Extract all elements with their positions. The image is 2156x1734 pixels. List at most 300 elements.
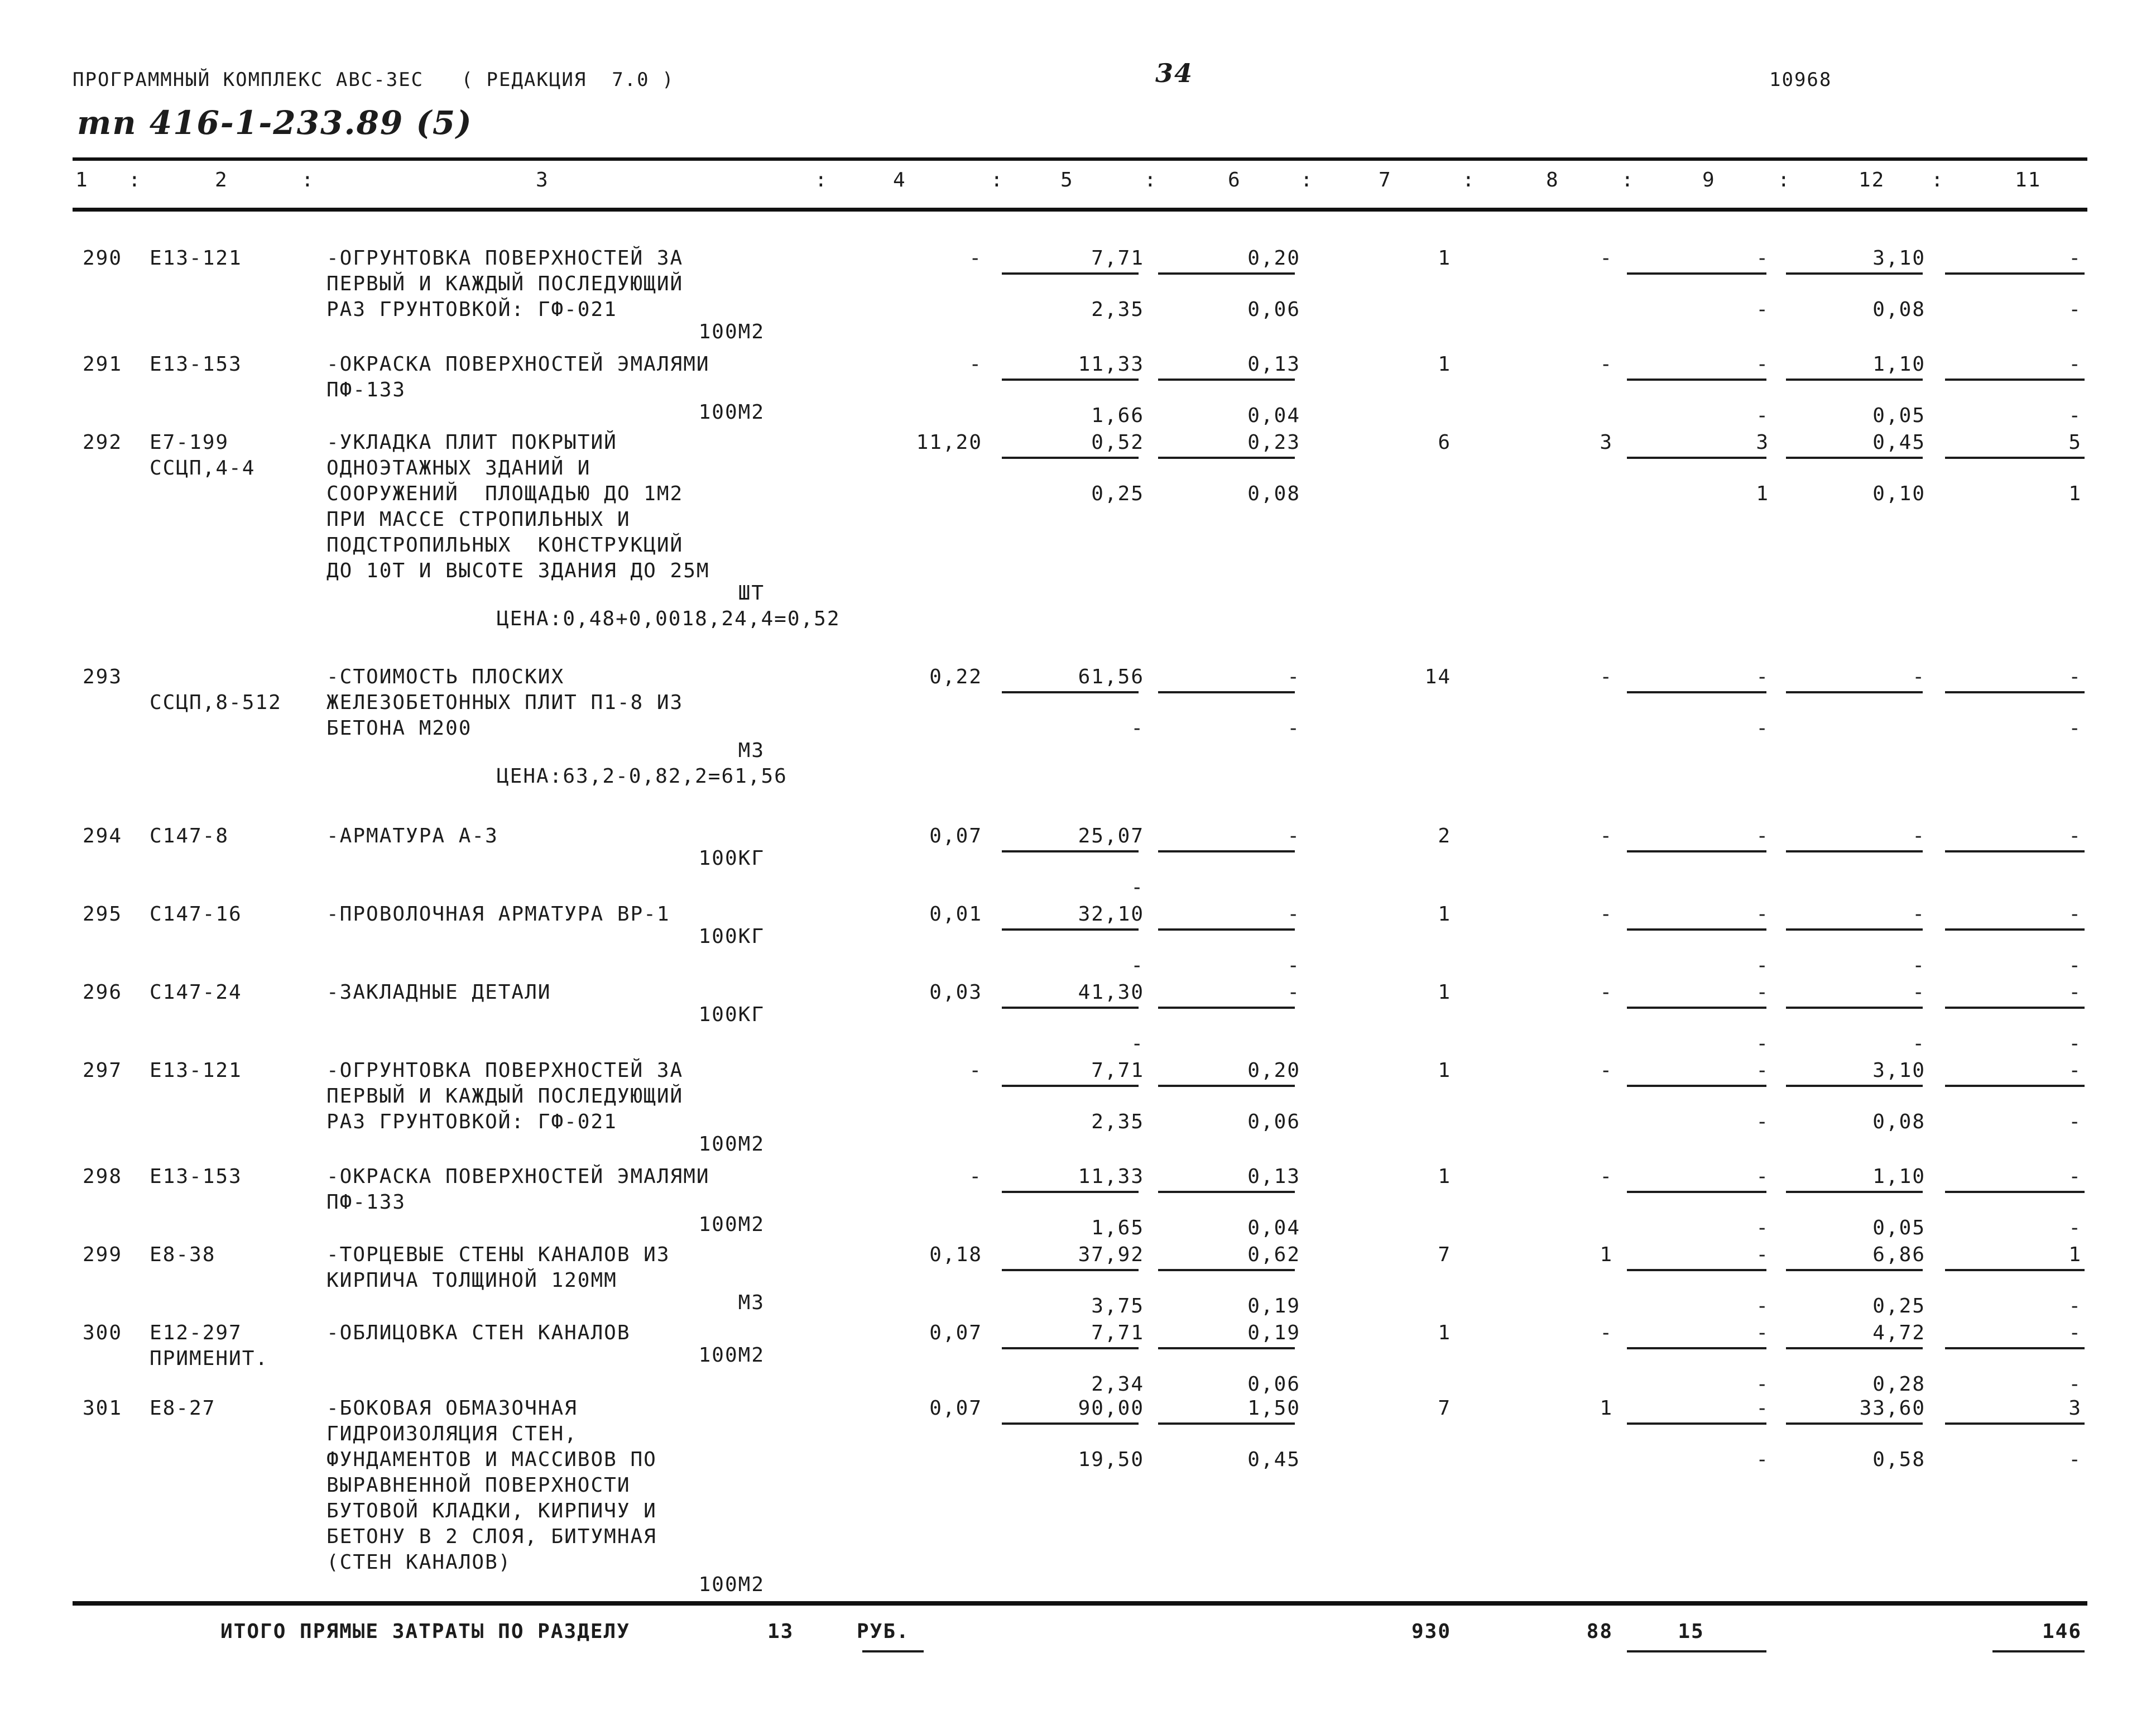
cell-col12-divider — [1786, 1269, 1923, 1271]
cell-col6: 0,13 — [1247, 353, 1300, 376]
cell-col5-divider — [1002, 457, 1139, 459]
column-header-6: 6 — [1228, 169, 1241, 191]
cell-col11-second: - — [2068, 717, 2082, 740]
cell-col12-divider — [1786, 1085, 1923, 1087]
cell-col6-second: 0,19 — [1247, 1295, 1300, 1318]
total-col7: 930 — [1411, 1620, 1451, 1643]
row-number: 294 — [83, 825, 123, 847]
row-description: ПФ-133 — [326, 1191, 406, 1214]
cell-col9-divider — [1627, 457, 1766, 459]
cell-col12: 1,10 — [1872, 1165, 1925, 1188]
row-description: -УКЛАДКА ПЛИТ ПОКРЫТИЙ — [326, 431, 617, 454]
row-description: -ПРОВОЛОЧНАЯ АРМАТУРА ВР-1 — [326, 903, 670, 926]
cell-col4: 11,20 — [916, 431, 982, 454]
row-unit: М3 — [738, 1291, 765, 1314]
cell-col6-divider — [1158, 1191, 1295, 1193]
cell-col9: - — [1756, 981, 1769, 1004]
cell-col11-second: - — [2068, 1110, 2082, 1133]
row-number: 297 — [83, 1059, 123, 1082]
column-header-3: 3 — [536, 169, 549, 191]
cell-col12-second: 0,05 — [1872, 1216, 1925, 1239]
cell-col9: - — [1756, 1397, 1769, 1420]
cell-col12-divider — [1786, 272, 1923, 275]
cell-col5-divider — [1002, 272, 1139, 275]
cell-col6-divider — [1158, 691, 1295, 693]
program-title: ПРОГРАММНЫЙ КОМПЛЕКС АВС-3ЕС ( РЕДАКЦИЯ 7.0 ) — [73, 69, 675, 91]
page-number: 34 — [1155, 58, 1194, 88]
cell-col5: 7,71 — [1091, 1321, 1144, 1344]
cell-col12-divider — [1786, 1007, 1923, 1009]
row-description: ПФ-133 — [326, 379, 406, 401]
cell-col5-divider — [1002, 1347, 1139, 1349]
row-unit: 100М2 — [698, 1213, 765, 1236]
cell-col4: - — [969, 247, 982, 270]
row-description: -ОКРАСКА ПОВЕРХНОСТЕЙ ЭМАЛЯМИ — [326, 353, 710, 376]
row-code: Е8-38 — [150, 1243, 216, 1266]
cell-col11: 1 — [2068, 1243, 2082, 1266]
row-description: ГИДРОИЗОЛЯЦИЯ СТЕН, — [326, 1422, 578, 1445]
cell-col9-divider — [1627, 272, 1766, 275]
cell-col5: 32,10 — [1078, 903, 1144, 926]
row-unit: 100М2 — [698, 1573, 765, 1596]
cell-col11: - — [2068, 1165, 2082, 1188]
cell-col4: - — [969, 1059, 982, 1082]
cell-col6-second: 0,04 — [1247, 1216, 1300, 1239]
row-description: БУТОВОЙ КЛАДКИ, КИРПИЧУ И — [326, 1500, 657, 1522]
column-separator: : — [1778, 169, 1791, 191]
cell-col5-second: - — [1131, 876, 1144, 899]
cell-col4: - — [969, 353, 982, 376]
cell-col5-divider — [1002, 1422, 1139, 1425]
cell-col4: 0,03 — [929, 981, 982, 1004]
cell-col6-second: - — [1287, 717, 1300, 740]
cell-col9-second: - — [1756, 1295, 1769, 1318]
cell-col12: 0,45 — [1872, 431, 1925, 454]
cell-col9-divider — [1627, 1422, 1766, 1425]
column-header-5: 5 — [1060, 169, 1074, 191]
cell-col7: 1 — [1438, 1321, 1451, 1344]
cell-col12-divider — [1786, 1191, 1923, 1193]
cell-col9-second: - — [1756, 298, 1769, 321]
cell-col5: 37,92 — [1078, 1243, 1144, 1266]
cell-col5-second: 1,65 — [1091, 1216, 1144, 1239]
cell-col5-divider — [1002, 1191, 1139, 1193]
cell-col11: - — [2068, 1059, 2082, 1082]
cell-col12: - — [1912, 903, 1925, 926]
cell-col11-second: 1 — [2068, 482, 2082, 505]
cell-col5-second: - — [1131, 717, 1144, 740]
cell-col9: - — [1756, 665, 1769, 688]
cell-col11: - — [2068, 903, 2082, 926]
row-number: 300 — [83, 1321, 123, 1344]
cell-col6-divider — [1158, 1269, 1295, 1271]
cell-col5: 11,33 — [1078, 1165, 1144, 1188]
cell-col7: 1 — [1438, 1165, 1451, 1188]
cell-col9: - — [1756, 1321, 1769, 1344]
cell-col4: 0,18 — [929, 1243, 982, 1266]
cell-col5-divider — [1002, 850, 1139, 852]
row-description: ПЕРВЫЙ И КАЖДЫЙ ПОСЛЕДУЮЩИЙ — [326, 1085, 684, 1108]
cell-col8: - — [1600, 665, 1613, 688]
column-separator: : — [1621, 169, 1635, 191]
cell-col7: 1 — [1438, 981, 1451, 1004]
cell-col5-divider — [1002, 928, 1139, 931]
cell-col6: 0,62 — [1247, 1243, 1300, 1266]
cell-col11-second: - — [2068, 298, 2082, 321]
column-separator: : — [1931, 169, 1944, 191]
cell-col9: - — [1756, 903, 1769, 926]
row-code: Е7-199 — [150, 431, 229, 454]
cell-col11: 5 — [2068, 431, 2082, 454]
row-description: РАЗ ГРУНТОВКОЙ: ГФ-021 — [326, 298, 617, 321]
cell-col11-divider — [1945, 1269, 2085, 1271]
column-separator: : — [815, 169, 828, 191]
cell-col9-second: - — [1756, 717, 1769, 740]
cell-col8: - — [1600, 1165, 1613, 1188]
cell-col11-divider — [1945, 691, 2085, 693]
cell-col6: 0,13 — [1247, 1165, 1300, 1188]
row-description: -ОГРУНТОВКА ПОВЕРХНОСТЕЙ ЗА — [326, 247, 684, 270]
cell-col5: 7,71 — [1091, 247, 1144, 270]
row-description: -ОКРАСКА ПОВЕРХНОСТЕЙ ЭМАЛЯМИ — [326, 1165, 710, 1188]
cell-col7: 1 — [1438, 1059, 1451, 1082]
cell-col6-divider — [1158, 457, 1295, 459]
cell-col6-second: 0,45 — [1247, 1448, 1300, 1471]
cell-col6: 0,23 — [1247, 431, 1300, 454]
cell-col12-second: 0,58 — [1872, 1448, 1925, 1471]
cell-col11: - — [2068, 353, 2082, 376]
cell-col12: 33,60 — [1859, 1397, 1925, 1420]
column-separator: : — [1144, 169, 1158, 191]
cell-col11-divider — [1945, 1007, 2085, 1009]
row-description: СООРУЖЕНИЙ ПЛОЩАДЬЮ ДО 1М2 — [326, 482, 684, 505]
cell-col9-divider — [1627, 1347, 1766, 1349]
cell-col11: 3 — [2068, 1397, 2082, 1420]
row-unit: 100М2 — [698, 320, 765, 343]
row-number: 296 — [83, 981, 123, 1004]
row-unit: 100КГ — [698, 847, 765, 870]
cell-col9-second: 1 — [1756, 482, 1769, 505]
total-col9: 15 — [1678, 1620, 1704, 1643]
column-separator: : — [301, 169, 315, 191]
row-code: С147-16 — [150, 903, 242, 926]
cell-col9-second: - — [1756, 1032, 1769, 1055]
cell-col12-second: 0,08 — [1872, 298, 1925, 321]
row-description: ФУНДАМЕНТОВ И МАССИВОВ ПО — [326, 1448, 657, 1471]
cell-col11-divider — [1945, 1085, 2085, 1087]
cell-col7: 1 — [1438, 247, 1451, 270]
row-number: 299 — [83, 1243, 123, 1266]
row-description: БЕТОНА М200 — [326, 717, 472, 740]
cell-col9-second: - — [1756, 1373, 1769, 1396]
row-description: -БОКОВАЯ ОБМАЗОЧНАЯ — [326, 1397, 578, 1420]
cell-col11-second: - — [2068, 1448, 2082, 1471]
cell-col4: 0,01 — [929, 903, 982, 926]
cell-col12-second: 0,08 — [1872, 1110, 1925, 1133]
row-description: -ОБЛИЦОВКА СТЕН КАНАЛОВ — [326, 1321, 631, 1344]
cell-col4: 0,07 — [929, 1321, 982, 1344]
row-description: БЕТОНУ В 2 СЛОЯ, БИТУМНАЯ — [326, 1525, 657, 1548]
cell-col11-second: - — [2068, 1295, 2082, 1318]
cell-col5-second: 2,35 — [1091, 1110, 1144, 1133]
column-header-8: 8 — [1546, 169, 1559, 191]
row-unit: 100КГ — [698, 1003, 765, 1026]
cell-col9: - — [1756, 1059, 1769, 1082]
column-header-9: 9 — [1702, 169, 1716, 191]
cell-col12: - — [1912, 665, 1925, 688]
row-description: ПРИ МАССЕ СТРОПИЛЬНЫХ И — [326, 508, 631, 531]
row-description: ОДНОЭТАЖНЫХ ЗДАНИЙ И — [326, 457, 591, 480]
row-code: С147-24 — [150, 981, 242, 1004]
total-currency-underline — [862, 1650, 924, 1652]
cell-col11-second: - — [2068, 954, 2082, 977]
cell-col7: 7 — [1438, 1243, 1451, 1266]
cell-col12-divider — [1786, 1347, 1923, 1349]
cell-col9: - — [1756, 247, 1769, 270]
cell-col5-second: 0,25 — [1091, 482, 1144, 505]
total-col8: 88 — [1586, 1620, 1613, 1643]
header-top-rule — [73, 157, 2087, 161]
row-price-formula: ЦЕНА:0,48+0,0018,24,4=0,52 — [497, 607, 841, 630]
cell-col9-divider — [1627, 1085, 1766, 1087]
row-description: -ТОРЦЕВЫЕ СТЕНЫ КАНАЛОВ ИЗ — [326, 1243, 670, 1266]
cell-col6: 0,19 — [1247, 1321, 1300, 1344]
total-col11-underline — [1992, 1650, 2085, 1652]
row-code: ПРИМЕНИТ. — [150, 1347, 269, 1370]
row-description: ВЫРАВНЕННОЙ ПОВЕРХНОСТИ — [326, 1474, 631, 1497]
cell-col5-second: - — [1131, 1032, 1144, 1055]
cell-col5-second: 2,35 — [1091, 298, 1144, 321]
cell-col5: 11,33 — [1078, 353, 1144, 376]
row-description: (СТЕН КАНАЛОВ) — [326, 1551, 512, 1574]
cell-col9-divider — [1627, 1191, 1766, 1193]
row-description: ЖЕЛЕЗОБЕТОННЫХ ПЛИТ П1-8 ИЗ — [326, 691, 684, 714]
cell-col11: - — [2068, 825, 2082, 847]
cell-col12: - — [1912, 981, 1925, 1004]
cell-col11-divider — [1945, 379, 2085, 381]
cell-col11: - — [2068, 981, 2082, 1004]
cell-col5: 41,30 — [1078, 981, 1144, 1004]
cell-col6-second: 0,06 — [1247, 1110, 1300, 1133]
cell-col5-divider — [1002, 1269, 1139, 1271]
cell-col8: - — [1600, 247, 1613, 270]
row-code: Е8-27 — [150, 1397, 216, 1420]
cell-col7: 2 — [1438, 825, 1451, 847]
cell-col5-divider — [1002, 1085, 1139, 1087]
cell-col5: 90,00 — [1078, 1397, 1144, 1420]
column-header-12: 12 — [1859, 169, 1885, 191]
cell-col4: 0,07 — [929, 1397, 982, 1420]
cell-col4: 0,07 — [929, 825, 982, 847]
row-unit: 100М2 — [698, 1133, 765, 1156]
row-unit: 100М2 — [698, 1344, 765, 1367]
row-unit: М3 — [738, 739, 765, 762]
row-code: Е13-121 — [150, 247, 242, 270]
cell-col12-divider — [1786, 691, 1923, 693]
cell-col9-second: - — [1756, 1110, 1769, 1133]
document-number: 10968 — [1769, 69, 1832, 91]
cell-col11-second: - — [2068, 1373, 2082, 1396]
cell-col12-second: - — [1912, 1032, 1925, 1055]
cell-col5-second: 1,66 — [1091, 404, 1144, 427]
cell-col9-divider — [1627, 1007, 1766, 1009]
cell-col8: - — [1600, 1321, 1613, 1344]
cell-col11-divider — [1945, 928, 2085, 931]
cell-col12-second: 0,10 — [1872, 482, 1925, 505]
total-top-rule — [73, 1601, 2087, 1606]
cell-col11-divider — [1945, 457, 2085, 459]
column-separator: : — [128, 169, 142, 191]
cell-col11: - — [2068, 665, 2082, 688]
cell-col11-second: - — [2068, 404, 2082, 427]
cell-col6-divider — [1158, 1422, 1295, 1425]
column-header-11: 11 — [2015, 169, 2042, 191]
cell-col7: 14 — [1424, 665, 1451, 688]
row-code: Е13-121 — [150, 1059, 242, 1082]
cell-col6-divider — [1158, 379, 1295, 381]
column-header-4: 4 — [893, 169, 906, 191]
cell-col9-divider — [1627, 379, 1766, 381]
cell-col9-second: - — [1756, 1216, 1769, 1239]
cell-col5: 25,07 — [1078, 825, 1144, 847]
cell-col6-divider — [1158, 928, 1295, 931]
row-number: 293 — [83, 665, 123, 688]
cell-col9-second: - — [1756, 954, 1769, 977]
cell-col6-second: 0,06 — [1247, 298, 1300, 321]
row-number: 290 — [83, 247, 123, 270]
cell-col5: 0,52 — [1091, 431, 1144, 454]
row-number: 295 — [83, 903, 123, 926]
total-currency: РУБ. — [857, 1620, 910, 1643]
cell-col6-second: - — [1287, 954, 1300, 977]
column-header-7: 7 — [1379, 169, 1392, 191]
column-separator: : — [991, 169, 1004, 191]
row-description: -СТОИМОСТЬ ПЛОСКИХ — [326, 665, 565, 688]
cell-col12: 3,10 — [1872, 247, 1925, 270]
row-description: КИРПИЧА ТОЛЩИНОЙ 120ММ — [326, 1269, 617, 1292]
row-number: 301 — [83, 1397, 123, 1420]
cell-col11-divider — [1945, 272, 2085, 275]
cell-col12-divider — [1786, 850, 1923, 852]
cell-col11-divider — [1945, 1347, 2085, 1349]
cell-col7: 1 — [1438, 903, 1451, 926]
cell-col6: 0,20 — [1247, 247, 1300, 270]
cell-col12-second: 0,28 — [1872, 1373, 1925, 1396]
cell-col5: 7,71 — [1091, 1059, 1144, 1082]
column-header-2: 2 — [215, 169, 228, 191]
row-code: Е12-297 — [150, 1321, 242, 1344]
cell-col9: - — [1756, 1165, 1769, 1188]
total-label: ИТОГО ПРЯМЫЕ ЗАТРАТЫ ПО РАЗДЕЛУ — [220, 1620, 630, 1643]
cell-col12-second: 0,25 — [1872, 1295, 1925, 1318]
row-description: ПЕРВЫЙ И КАЖДЫЙ ПОСЛЕДУЮЩИЙ — [326, 272, 684, 295]
cell-col5-second: - — [1131, 954, 1144, 977]
cell-col5-second: 2,34 — [1091, 1373, 1144, 1396]
cell-col9-second: - — [1756, 404, 1769, 427]
cell-col12: - — [1912, 825, 1925, 847]
row-code: ССЦП,4-4 — [150, 457, 256, 480]
column-separator: : — [1300, 169, 1314, 191]
cell-col11-divider — [1945, 1191, 2085, 1193]
cell-col12: 4,72 — [1872, 1321, 1925, 1344]
cell-col12-divider — [1786, 928, 1923, 931]
cell-col7: 7 — [1438, 1397, 1451, 1420]
cell-col4: - — [969, 1165, 982, 1188]
row-number: 291 — [83, 353, 123, 376]
row-code: Е13-153 — [150, 353, 242, 376]
cell-col8: 3 — [1600, 431, 1613, 454]
cell-col9: 3 — [1756, 431, 1769, 454]
cell-col7: 1 — [1438, 353, 1451, 376]
cell-col12-divider — [1786, 457, 1923, 459]
row-code: ССЦП,8-512 — [150, 691, 282, 714]
cell-col8: - — [1600, 825, 1613, 847]
cell-col6: 0,20 — [1247, 1059, 1300, 1082]
row-number: 298 — [83, 1165, 123, 1188]
cell-col8: - — [1600, 981, 1613, 1004]
cell-col9: - — [1756, 353, 1769, 376]
cell-col9: - — [1756, 1243, 1769, 1266]
cell-col6: - — [1287, 665, 1300, 688]
row-price-formula: ЦЕНА:63,2-0,82,2=61,56 — [497, 765, 788, 788]
total-section: 13 — [767, 1620, 794, 1643]
project-code: тп 416-1-233.89 (5) — [77, 104, 473, 142]
total-col11: 146 — [2042, 1620, 2082, 1643]
row-unit: 100КГ — [698, 925, 765, 948]
cell-col5-divider — [1002, 1007, 1139, 1009]
cell-col12-second: 0,05 — [1872, 404, 1925, 427]
cell-col12-second: - — [1912, 954, 1925, 977]
cell-col6: - — [1287, 825, 1300, 847]
cell-col12: 1,10 — [1872, 353, 1925, 376]
cell-col6-second: 0,04 — [1247, 404, 1300, 427]
row-code: Е13-153 — [150, 1165, 242, 1188]
cell-col6-second: 0,08 — [1247, 482, 1300, 505]
cell-col11: - — [2068, 1321, 2082, 1344]
cell-col6-second: 0,06 — [1247, 1373, 1300, 1396]
cell-col12-divider — [1786, 379, 1923, 381]
row-description: -ЗАКЛАДНЫЕ ДЕТАЛИ — [326, 981, 551, 1004]
cell-col5-second: 3,75 — [1091, 1295, 1144, 1318]
cell-col7: 6 — [1438, 431, 1451, 454]
column-header-1: 1 — [75, 169, 89, 191]
cell-col12: 3,10 — [1872, 1059, 1925, 1082]
cell-col8: - — [1600, 353, 1613, 376]
row-number: 292 — [83, 431, 123, 454]
cell-col6-divider — [1158, 1007, 1295, 1009]
header-bottom-rule — [73, 208, 2087, 212]
row-unit: ШТ — [738, 582, 765, 605]
cell-col6-divider — [1158, 1347, 1295, 1349]
cell-col8: 1 — [1600, 1397, 1613, 1420]
cell-col6: 1,50 — [1247, 1397, 1300, 1420]
cell-col11-second: - — [2068, 1216, 2082, 1239]
cell-col6: - — [1287, 903, 1300, 926]
cell-col8: 1 — [1600, 1243, 1613, 1266]
row-unit: 100М2 — [698, 401, 765, 424]
column-separator: : — [1462, 169, 1476, 191]
total-col9-underline — [1627, 1650, 1766, 1652]
cell-col12: 6,86 — [1872, 1243, 1925, 1266]
cell-col11-divider — [1945, 850, 2085, 852]
cell-col8: - — [1600, 1059, 1613, 1082]
cell-col11: - — [2068, 247, 2082, 270]
cell-col8: - — [1600, 903, 1613, 926]
cell-col11-divider — [1945, 1422, 2085, 1425]
cell-col6-divider — [1158, 272, 1295, 275]
cell-col9: - — [1756, 825, 1769, 847]
cell-col9-divider — [1627, 1269, 1766, 1271]
